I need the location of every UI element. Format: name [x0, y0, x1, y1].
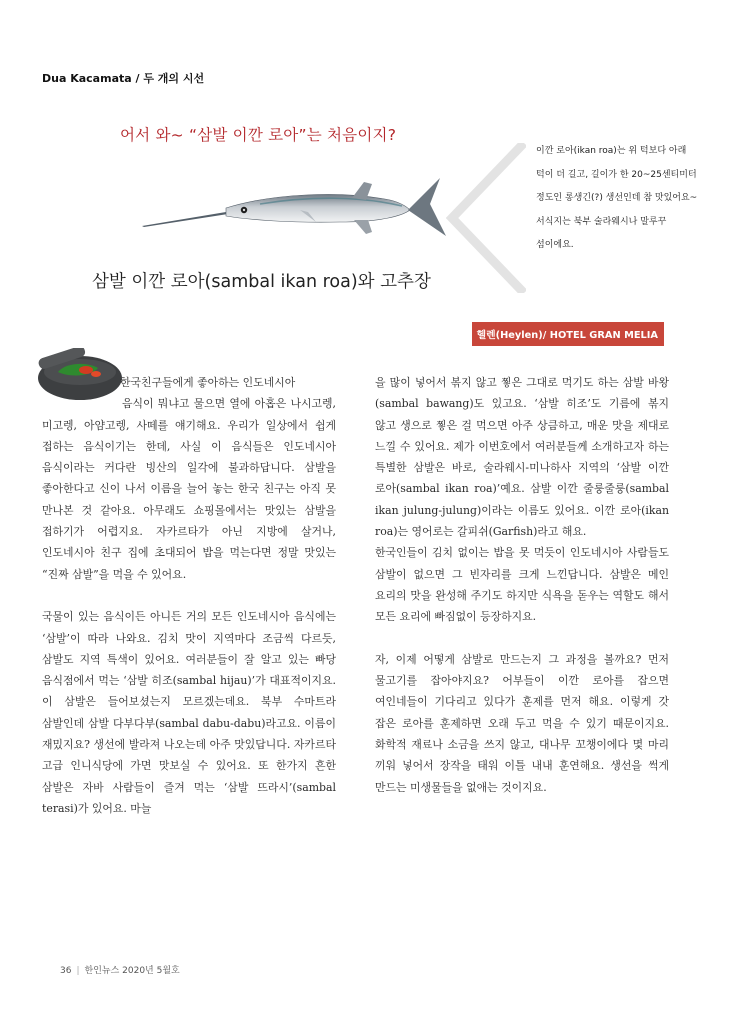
paragraph-line: 한국친구들에게 좋아하는 인도네시아: [120, 376, 296, 389]
paragraph-text: 음식이 뭐냐고 물으면 열에 아홉은 나시고렝, 미고렝, 아얌고렝, 사떼를 얘기해요. 우리가 일상에서 쉽게 접하는 음식이기는 한데, 사실 이 음식들은 인도네시아 음식이라는 커다란 빙산의 일각에 불과하답니다. 삼발을 좋아한다고 신이 나서 이름을 늘어 놓는 한국 친구는 아직 못 만나본 것 같아요. 아무래도 쇼핑몰에서는 맛있는 삼발을 접하기가 어렵지요. 자카르타가 아닌 지방에 살거나, 인도네시아 친구 집에 초대되어 밥을 먹는다면 정말 맛있는 “진짜 삼발”을 먹을 수 있어요.: [42, 397, 336, 581]
chevron-divider-icon: [446, 143, 526, 293]
left-column: [42, 372, 336, 819]
side-note: 이깐 로아(ikan roa)는 위 턱보다 아래 턱이 더 길고, 길이가 한 20~25센티미터 정도인 롱생긴(?) 생선인데 참 맛있어요~ 서식지는 북부 술라웨시나 말루꾸 섬이에요.: [536, 146, 698, 250]
headline: 어서 와~ “삼발 이깐 로아”는 처음이지?: [120, 126, 397, 144]
publication-name: 한인뉴스 2020년 5월호: [84, 966, 180, 976]
fish-image: [140, 170, 450, 240]
page-footer: [60, 963, 180, 976]
right-column: [375, 372, 669, 798]
paragraph: 을 많이 넣어서 볶지 않고 찧은 그대로 먹기도 하는 삼발 바왕(sambal bawang)도 있고요. ‘삼발 히조’도 기름에 볶지 않고 생으로 찧은 걸 먹으면 아주 상큼하고, 매운 맛을 제대로 느낄 수 있어요. 제가 이번호에서 여러분들께 소개하고자 하는 특별한 삼발은 바로, 술라웨시-미나하사 지역의 ‘삼발 이깐 로아(sambal ikan roa)’예요. 삼발 이깐 줄룽줄룽(sambal ikan julung-julung)이라는 이름도 있어요. 이깐 로아(ikan roa)는 영어로는 갈피쉬(Garfish)라고 해요. 한국인들이 김치 없이는 밥을 못 먹듯이 인도네시아 사람들도 삼발이 없으면 그 빈자리를 크게 느낀답니다. 삼발은 메인 요리의 맛을 완성해 주기도 하지만 식욕을 돋우는 역할도 해서 모든 요리에 빠짐없이 등장하지요.: [375, 376, 669, 624]
paragraph: 국물이 있는 음식이든 아니든 거의 모든 인도네시아 음식에는 ‘삼발’이 따라 나와요. 김치 맛이 지역마다 조금씩 다르듯, 삼발도 지역 특색이 있어요. 여러분들이 잘 알고 있는 빠당 음식점에서 먹는 ‘삼발 히조(sambal hijau)’가 대표적이지요. 이 삼발은 들어보셨는지 모르겠는데요. 북부 수마트라 삼발인데 삼발 다부다부(sambal dabu-dabu)라고요. 이름이 재밌지요? 생선에 발라져 나오는데 아주 맛있답니다. 자카르타 고급 인니식당에 가면 맛보실 수 있어요. 또 한가지 흔한 삼발은 자바 사람들이 즐겨 먹는 ‘삼발 뜨라시’(sambal terasi)가 있어요. 마늘: [42, 610, 336, 815]
section-label: Dua Kacamata / 두 개의 시선: [42, 72, 205, 85]
subtitle: 삼발 이깐 로아(sambal ikan roa)와 고추장: [92, 272, 431, 292]
paragraph: 자, 이제 어떻게 삼발로 만드는지 그 과정을 볼까요? 먼저 물고기를 잡아야지요? 어부들이 이깐 로아를 잡으면 여인네들이 기다리고 있다가 훈제를 먼저 해요. 이렇게 갓 잡은 로아를 훈제하면 오래 두고 먹을 수 있기 때문이지요. 화학적 재료나 소금을 쓰지 않고, 대나무 꼬챙이에다 몇 마리 끼워 넣어서 장작을 태워 이틀 내내 훈연해요. 생선을 썩게 만드는 미생물들을 없애는 것이지요.: [375, 652, 669, 794]
footer-separator: |: [76, 966, 80, 976]
page-number: 36: [60, 966, 72, 976]
paragraph: [42, 372, 336, 585]
author-bar: 헬렌(Heylen)/ HOTEL GRAN MELIA: [472, 322, 664, 346]
